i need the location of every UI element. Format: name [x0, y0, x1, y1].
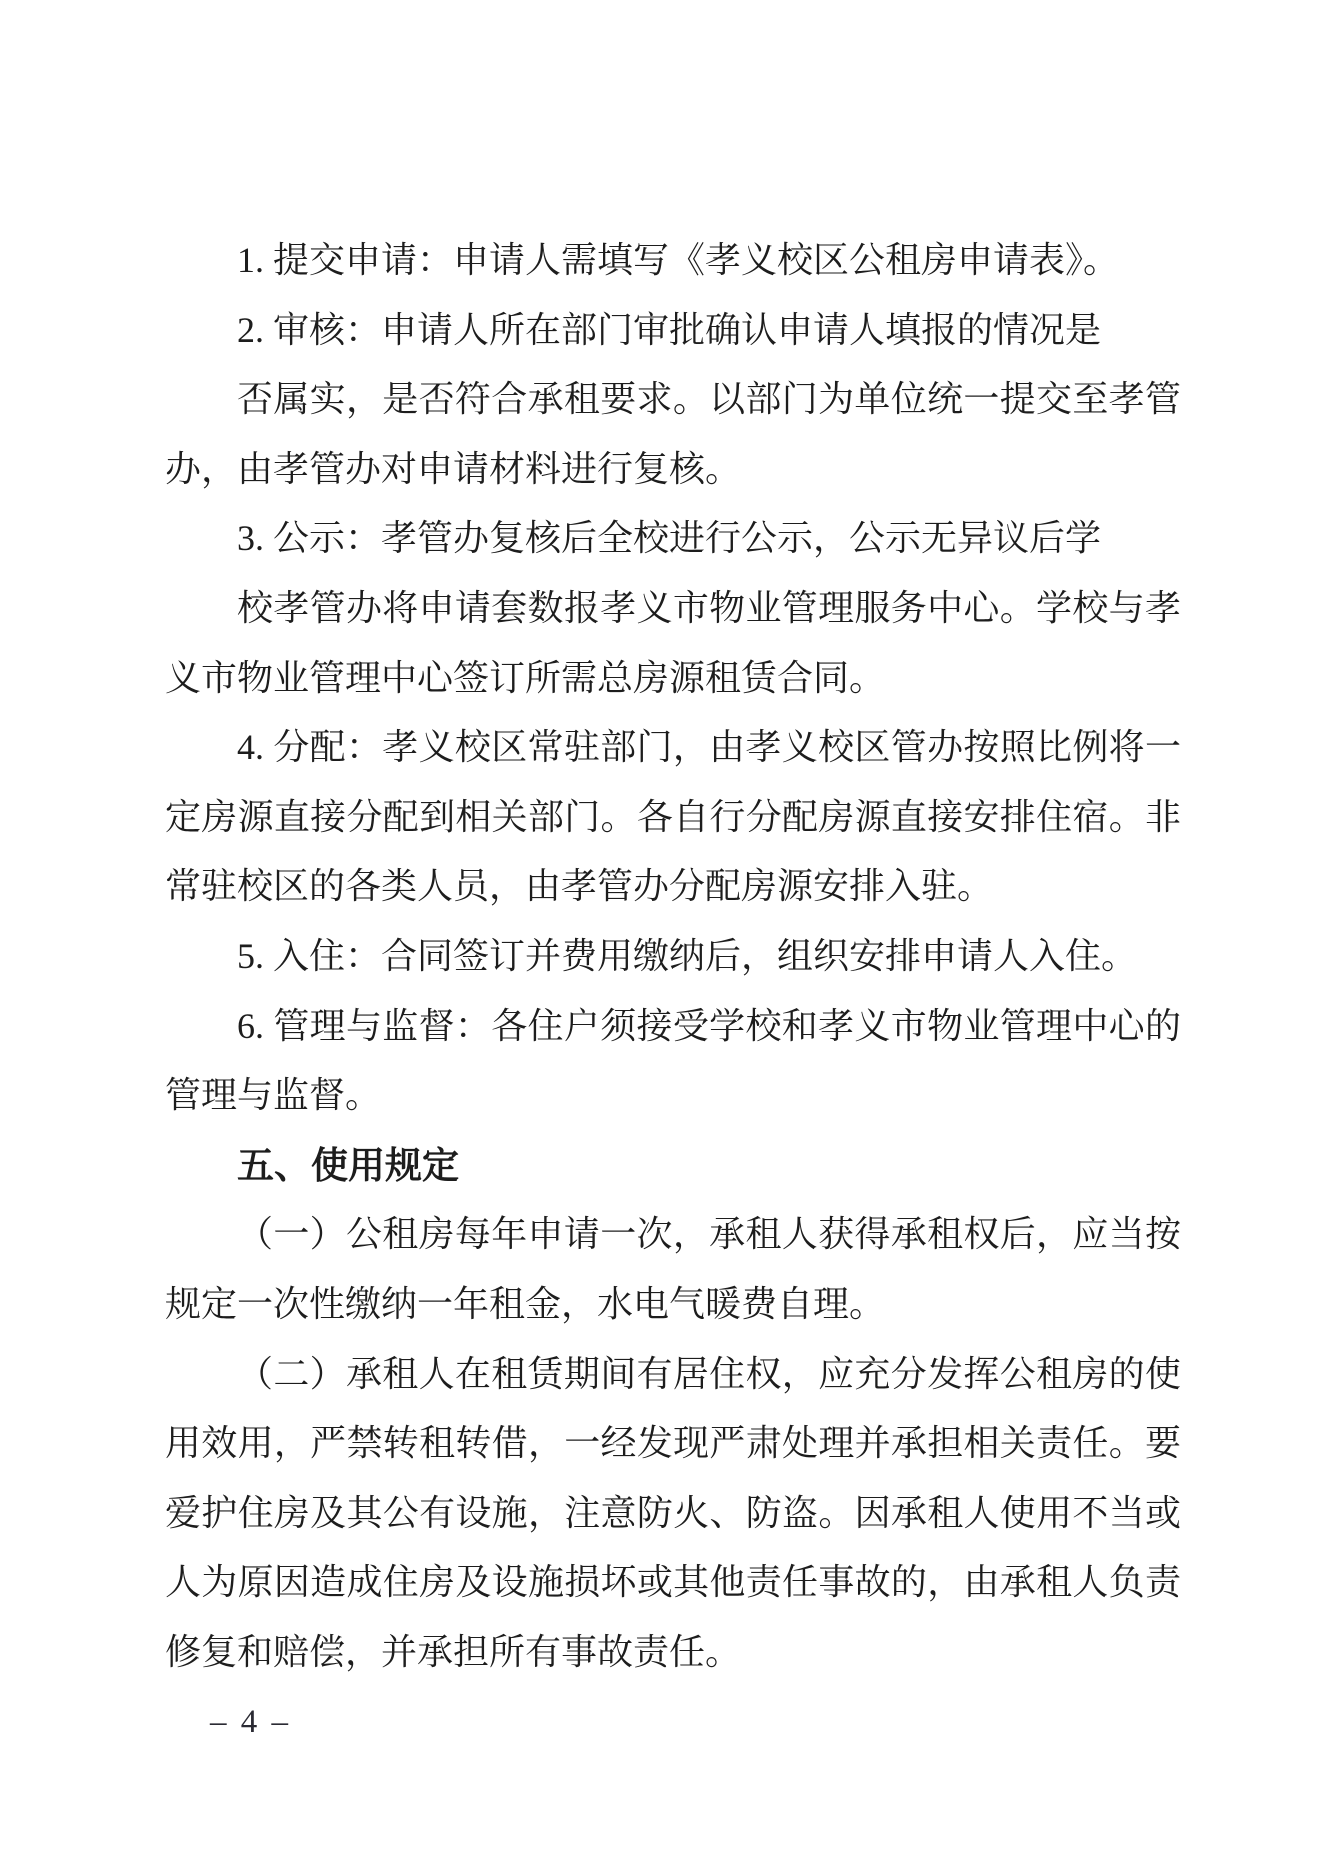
doc-line: 3. 公示：孝管办复核后全校进行公示，公示无异议后学	[237, 518, 1102, 559]
section-heading: 五、使用规定	[237, 1144, 459, 1186]
doc-line: 义市物业管理中心签订所需总房源租赁合同。	[165, 657, 886, 698]
doc-line: （二）承租人在租赁期间有居住权，应充分发挥公租房的使	[237, 1353, 1181, 1394]
page-number: – 4 –	[210, 1704, 291, 1740]
doc-line: 5. 入住：合同签订并费用缴纳后，组织安排申请人入住。	[237, 935, 1138, 976]
doc-line: 6. 管理与监督：各住户须接受学校和孝义市物业管理中心的	[237, 1005, 1181, 1046]
doc-line: 用效用，严禁转租转借，一经发现严肃处理并承担相关责任。要	[165, 1423, 1181, 1464]
doc-line: 办，由孝管办对申请材料进行复核。	[165, 448, 742, 489]
doc-line: 定房源直接分配到相关部门。各自行分配房源直接安排住宿。非	[165, 796, 1181, 837]
doc-line: 2. 审核：申请人所在部门审批确认申请人填报的情况是	[237, 309, 1102, 350]
doc-line: 管理与监督。	[165, 1075, 382, 1116]
document-body	[165, 226, 1181, 1687]
doc-line: 规定一次性缴纳一年租金，水电气暖费自理。	[165, 1283, 886, 1324]
doc-line: 爱护住房及其公有设施，注意防火、防盗。因承租人使用不当或	[165, 1492, 1181, 1533]
doc-line: 人为原因造成住房及设施损坏或其他责任事故的，由承租人负责	[165, 1562, 1181, 1603]
doc-line: 修复和赔偿，并承担所有事故责任。	[165, 1631, 742, 1672]
doc-line: 否属实，是否符合承租要求。以部门为单位统一提交至孝管	[237, 379, 1181, 420]
doc-line: 4. 分配：孝义校区常驻部门，由孝义校区管办按照比例将一	[237, 727, 1181, 768]
doc-line: （一）公租房每年申请一次，承租人获得承租权后，应当按	[237, 1214, 1181, 1255]
doc-line: 常驻校区的各类人员，由孝管办分配房源安排入驻。	[165, 866, 994, 907]
doc-line: 校孝管办将申请套数报孝义市物业管理服务中心。学校与孝	[237, 587, 1181, 628]
doc-line: 1. 提交申请：申请人需填写《孝义校区公租房申请表》。	[237, 240, 1120, 280]
